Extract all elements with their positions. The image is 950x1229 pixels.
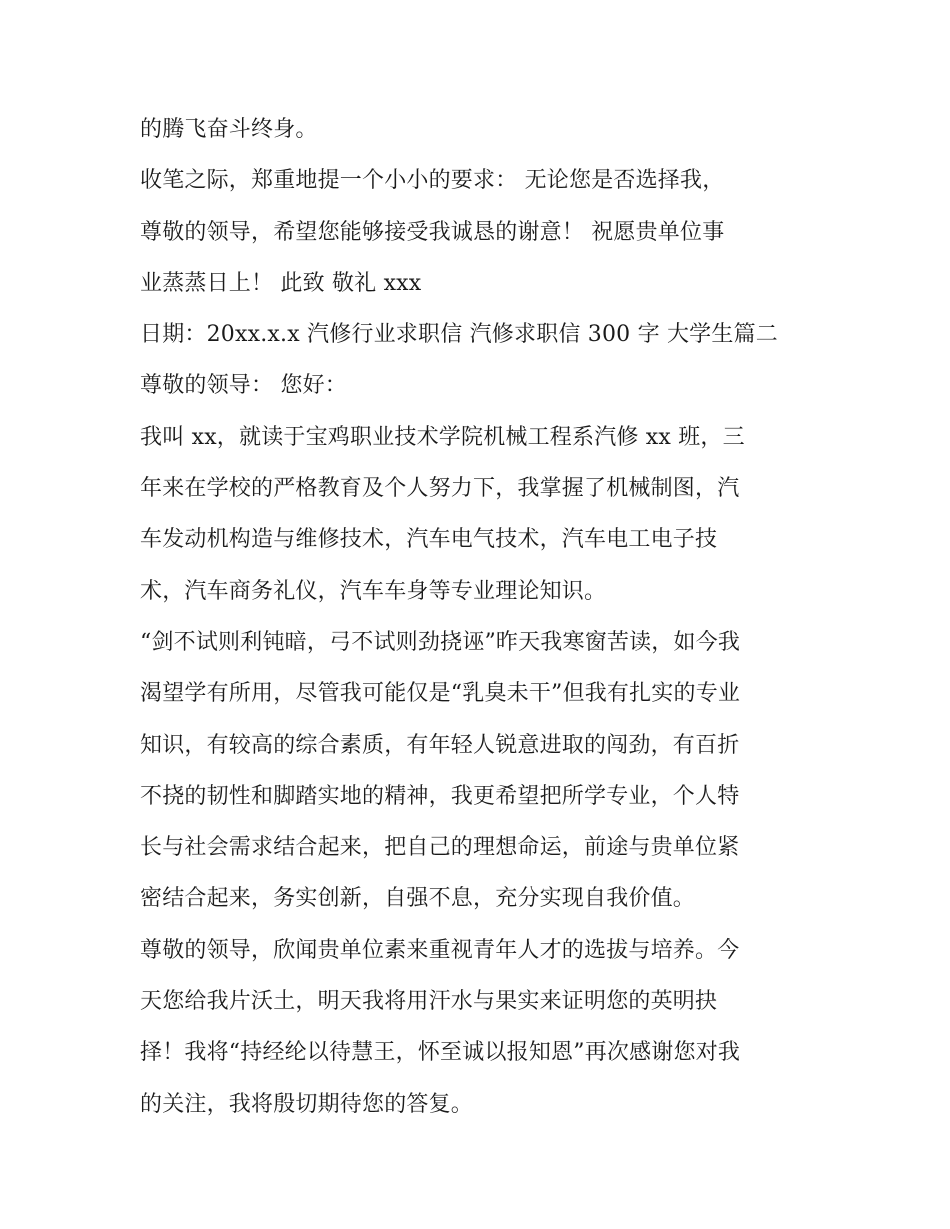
text-line: 不挠的韧性和脚踏实地的精神，我更希望把所学专业，个人特	[140, 783, 740, 809]
text-line: 密结合起来，务实创新，自强不息，充分实现自我价值。	[140, 886, 696, 912]
text-line: 年来在学校的严格教育及个人努力下，我掌握了机械制图，汽	[140, 476, 740, 502]
text-line: 日期：20xx.x.x 汽修行业求职信 汽修求职信 300 字 大学生篇二	[140, 322, 778, 348]
text-line: 我叫 xx，就读于宝鸡职业技术学院机械工程系汽修 xx 班，三	[140, 424, 745, 450]
text-line: 知识，有较高的综合素质，有年轻人锐意进取的闯劲，有百折	[140, 732, 740, 758]
text-line: 尊敬的领导： 您好：	[140, 373, 347, 399]
text-line: 尊敬的领导，希望您能够接受我诚恳的谢意！ 祝愿贵单位事	[140, 219, 725, 245]
text-line: 渴望学有所用，尽管我可能仅是“乳臭未干”但我有扎实的专业	[140, 681, 741, 707]
text-line: 尊敬的领导，欣闻贵单位素来重视青年人才的选拔与培养。今	[140, 937, 740, 963]
letter-body	[140, 104, 820, 1130]
text-line: 收笔之际，郑重地提一个小小的要求： 无论您是否选择我，	[140, 168, 725, 194]
text-line: 车发动机构造与维修技术，汽车电气技术，汽车电工电子技	[140, 527, 718, 553]
text-line: 天您给我片沃土，明天我将用汗水与果实来证明您的英明抉	[140, 989, 718, 1015]
text-line: 的腾飞奋斗终身。	[140, 117, 318, 142]
text-line: 业蒸蒸日上！ 此致 敬礼 xxx	[140, 270, 422, 296]
text-line: “剑不试则利钝暗，弓不试则劲挠诬”昨天我寒窗苦读，如今我	[140, 629, 741, 655]
text-line: 择！我将“持经纶以待慧王，怀至诚以报知恩”再次感谢您对我	[140, 1040, 741, 1066]
text-line: 的关注，我将殷切期待您的答复。	[140, 1091, 474, 1117]
text-line: 长与社会需求结合起来，把自己的理想命运，前途与贵单位紧	[140, 835, 740, 861]
text-line: 术，汽车商务礼仪，汽车车身等专业理论知识。	[140, 578, 607, 604]
